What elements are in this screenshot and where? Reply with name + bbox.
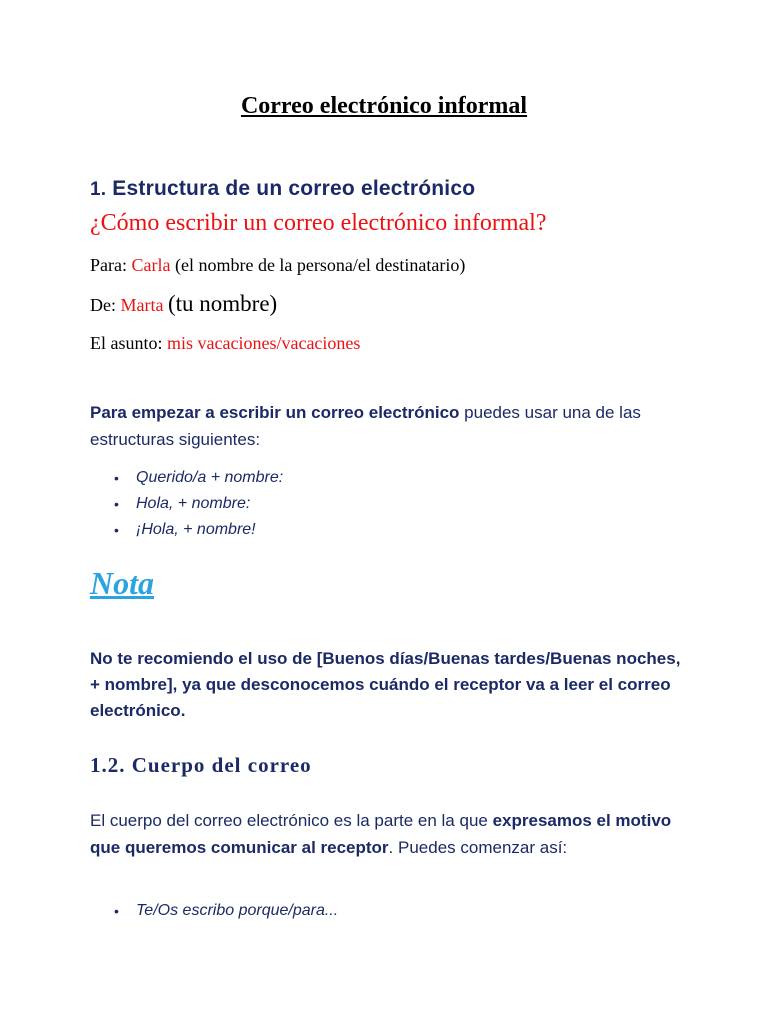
nota-heading: Nota (90, 565, 154, 601)
de-value: Marta (120, 295, 164, 315)
bullet-icon: • (114, 496, 119, 512)
list-item: • Te/Os escribo porque/para... (90, 898, 338, 924)
bullet-icon: • (114, 470, 119, 486)
greetings-list (90, 465, 283, 543)
body-text-end: . Puedes comenzar así: (388, 838, 568, 857)
body-text-bold: expresamos el motivo que queremos comunicar al receptor (90, 811, 672, 857)
body-list (90, 898, 338, 924)
de-note: (tu nombre) (167, 291, 278, 316)
list-item: • ¡Hola, + nombre! (90, 517, 283, 543)
intro-bold: Para empezar a escribir un correo electrónico (90, 403, 460, 422)
de-label: De: (90, 295, 116, 315)
para-value: Carla (131, 255, 171, 275)
intro-paragraph (90, 399, 690, 453)
list-item: • Hola, + nombre: (90, 491, 283, 517)
asunto-label: El asunto: (90, 333, 163, 353)
section-number: 1. (90, 179, 107, 200)
bullet-icon: • (114, 522, 119, 538)
section-heading-text: Estructura de un correo electrónico (112, 177, 476, 200)
bullet-icon: • (114, 903, 119, 919)
nota-paragraph: No te recomiendo el uso de [Buenos días/Buenas tardes/Buenas noches, + nombre], ya que desconocemos cuándo el receptor va a leer el correo electrónico. (90, 649, 681, 720)
para-label: Para: (90, 255, 127, 275)
page-title: Correo electrónico informal (240, 93, 528, 119)
para-line (90, 255, 465, 276)
list-item: • Querido/a + nombre: (90, 465, 283, 491)
subsection-heading: 1.2. Cuerpo del correo (90, 753, 312, 777)
body-text-start: El cuerpo del correo electrónico es la parte en la que (90, 811, 493, 830)
intro-rest: puedes usar una de las estructuras siguientes: (90, 403, 641, 449)
section-question: ¿Cómo escribir un correo electrónico informal? (90, 210, 547, 236)
de-line (90, 291, 277, 317)
asunto-line (90, 333, 360, 354)
body-paragraph (90, 807, 690, 861)
asunto-value: mis vacaciones/vacaciones (167, 333, 361, 353)
para-note: (el nombre de la persona/el destinatario) (174, 255, 466, 275)
section-heading (90, 177, 475, 201)
